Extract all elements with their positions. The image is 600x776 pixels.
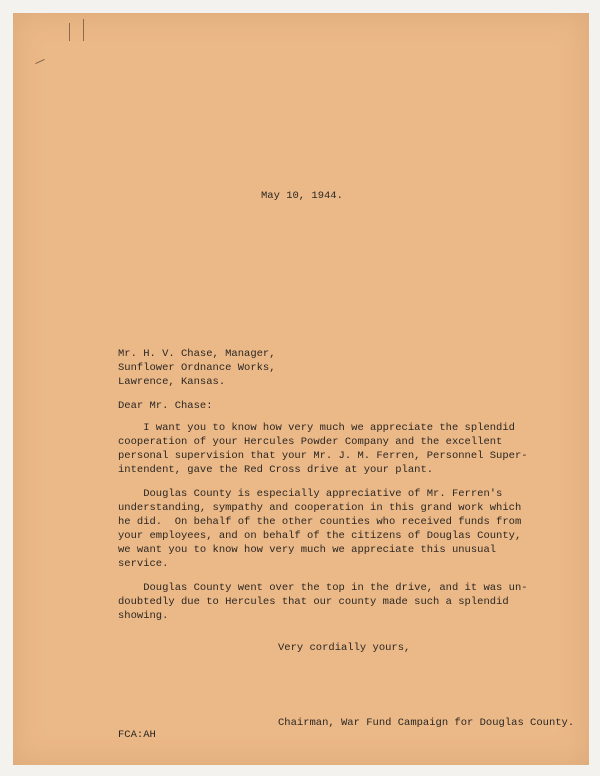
- ink-mark: [83, 19, 84, 41]
- signature-title: Chairman, War Fund Campaign for Douglas County.: [278, 717, 575, 729]
- ink-mark: [35, 59, 44, 64]
- address-line: Mr. H. V. Chase, Manager,: [118, 348, 276, 360]
- paragraph-line: your employees, and on behalf of the citizens of Douglas County,: [118, 530, 522, 542]
- paragraph-line: intendent, gave the Red Cross drive at your plant.: [118, 464, 434, 476]
- address-line: Sunflower Ordnance Works,: [118, 362, 276, 374]
- paragraph-line: personal supervision that your Mr. J. M. Ferren, Personnel Super-: [118, 450, 528, 462]
- ink-mark: [69, 23, 70, 41]
- paragraph-line: understanding, sympathy and cooperation in this grand work which: [118, 502, 522, 514]
- closing: Very cordially yours,: [278, 642, 411, 654]
- paragraph-line: showing.: [118, 610, 169, 622]
- paragraph-line: Douglas County is especially appreciative of Mr. Ferren's: [118, 488, 503, 500]
- paragraph-line: we want you to know how very much we appreciate this unusual: [118, 544, 497, 556]
- paragraph-line: service.: [118, 558, 169, 570]
- letter-date: May 10, 1944.: [261, 190, 343, 202]
- paragraph-line: cooperation of your Hercules Powder Company and the excellent: [118, 436, 503, 448]
- paragraph-line: I want you to know how very much we appreciate the splendid: [118, 422, 515, 434]
- paragraph-line: he did. On behalf of the other counties who received funds from: [118, 516, 522, 528]
- address-line: Lawrence, Kansas.: [118, 376, 226, 388]
- letter-page: [13, 13, 589, 765]
- paragraph-line: doubtedly due to Hercules that our county made such a splendid: [118, 596, 509, 608]
- typist-initials: FCA:AH: [118, 729, 156, 741]
- salutation: Dear Mr. Chase:: [118, 400, 213, 412]
- paragraph-line: Douglas County went over the top in the drive, and it was un-: [118, 582, 528, 594]
